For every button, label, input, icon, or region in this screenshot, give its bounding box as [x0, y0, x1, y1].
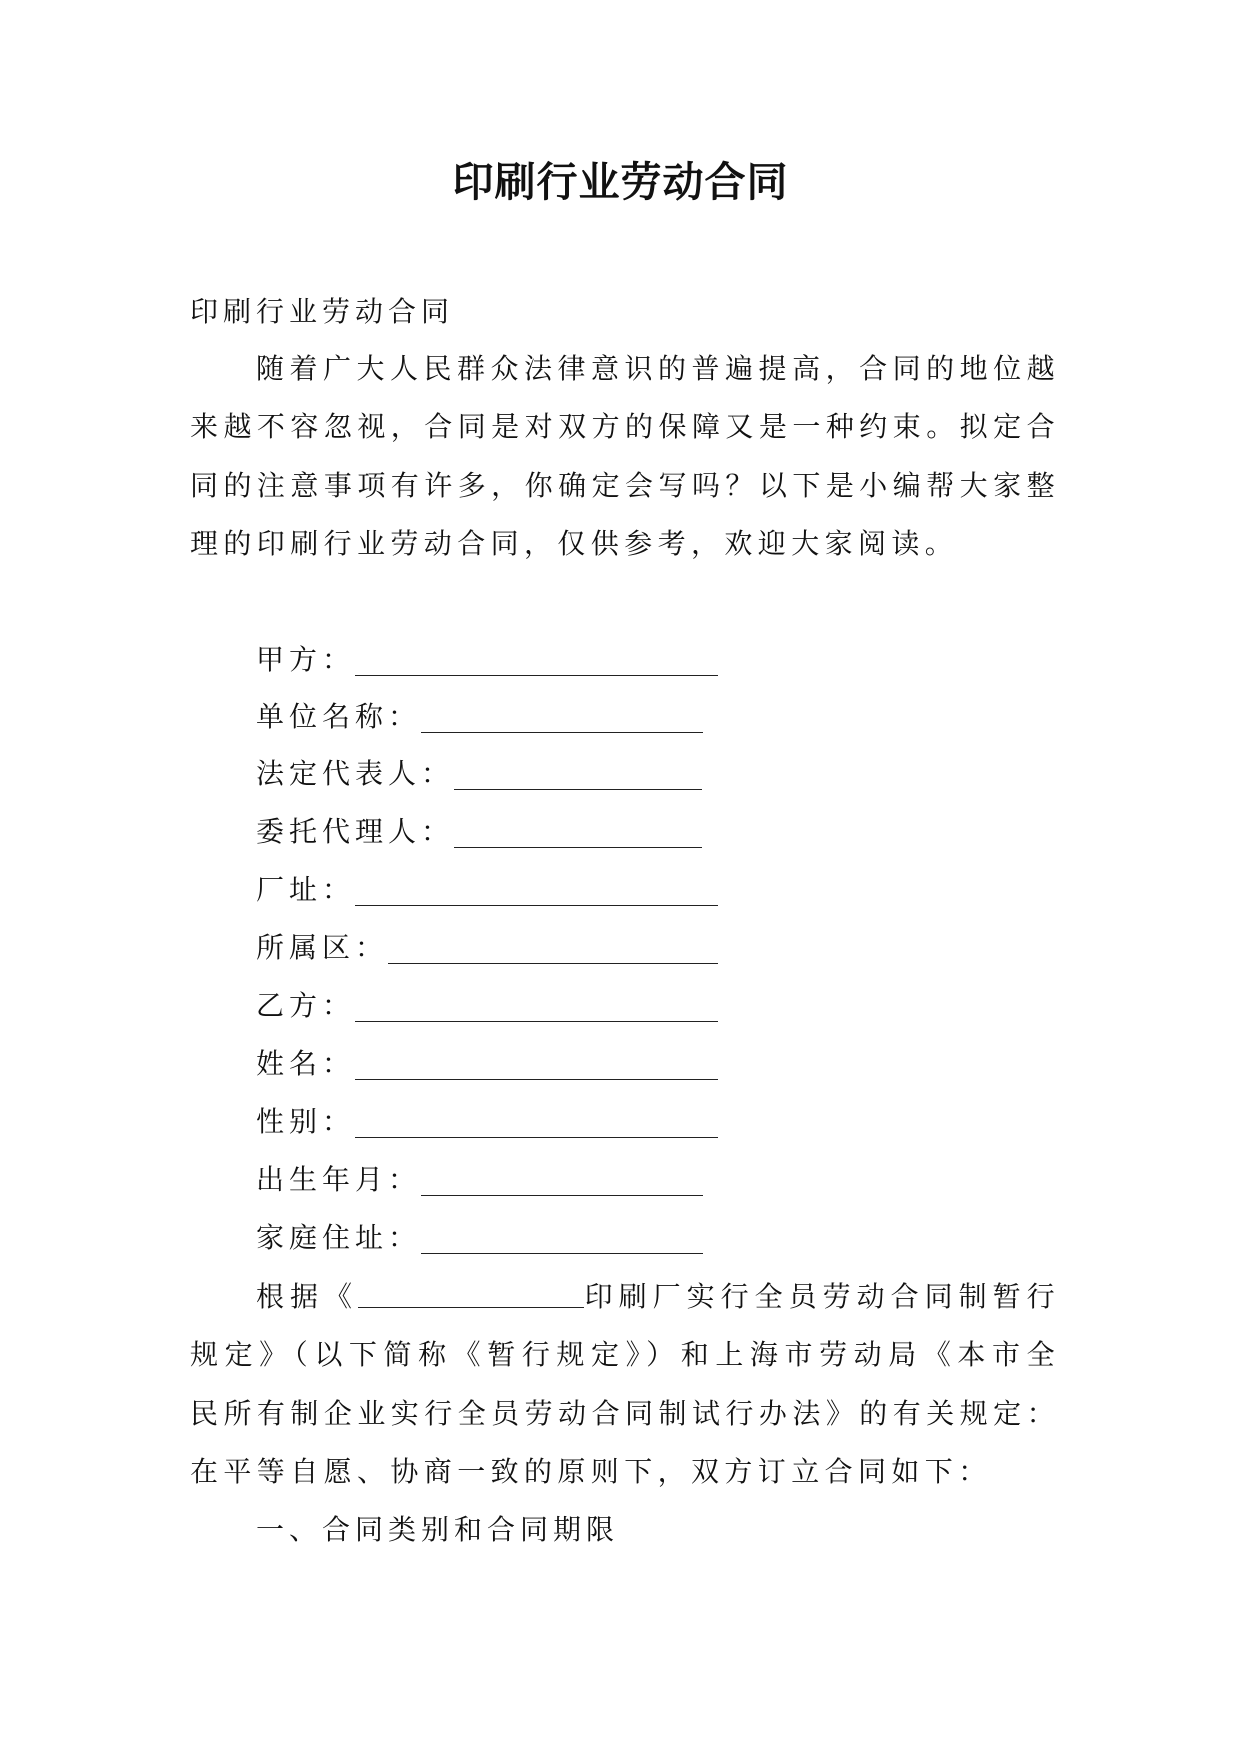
field-label: 法定代表人：: [256, 757, 455, 790]
fill-in-blank[interactable]: [358, 1279, 584, 1308]
document-title: 印刷行业劳动合同: [452, 158, 789, 206]
field-label: 姓名：: [256, 1047, 356, 1080]
intro-paragraph: 随着广大人民群众法律意识的普遍提高，合同的地位越来越不容忽视，合同是对双方的保障又是一种约束。拟定合同的注意事项有许多，你确定会写吗？以下是小编帮大家整理的印刷行业劳动合同，仅供参考，欢迎大家阅读。: [190, 352, 1060, 560]
field-label: 单位名称：: [256, 700, 422, 733]
field-label: 家庭住址：: [256, 1221, 422, 1254]
fill-in-blank[interactable]: [355, 875, 718, 906]
field-name: [256, 1042, 718, 1086]
basis-prefix: 根据《: [256, 1280, 358, 1313]
field-factory-address: [256, 868, 718, 912]
fill-in-blank[interactable]: [454, 817, 702, 848]
field-label: 甲方：: [256, 643, 356, 676]
fill-in-blank[interactable]: [421, 1165, 703, 1196]
field-label: 委托代理人：: [256, 815, 455, 848]
fill-in-blank[interactable]: [355, 991, 718, 1022]
basis-paragraph: [190, 1268, 1060, 1501]
field-company-name: [256, 695, 703, 739]
section-heading: 一、合同类别和合同期限: [256, 1513, 620, 1546]
field-label: 所属区：: [256, 931, 389, 964]
fill-in-blank[interactable]: [421, 1223, 703, 1254]
fill-in-blank[interactable]: [355, 1049, 718, 1080]
field-district: [256, 926, 718, 970]
field-legal-representative: [256, 752, 702, 796]
field-authorized-agent: [256, 810, 702, 854]
field-label: 性别：: [256, 1105, 356, 1138]
field-label: 出生年月：: [256, 1163, 422, 1196]
fill-in-blank[interactable]: [388, 933, 718, 964]
field-party-a: [256, 638, 718, 682]
fill-in-blank[interactable]: [355, 1107, 718, 1138]
field-label: 厂址：: [256, 873, 356, 906]
field-gender: [256, 1100, 718, 1144]
field-party-b: [256, 984, 718, 1028]
field-home-address: [256, 1216, 703, 1260]
fill-in-blank[interactable]: [421, 702, 703, 733]
field-label: 乙方：: [256, 989, 356, 1022]
document-subtitle: 印刷行业劳动合同: [190, 295, 455, 328]
fill-in-blank[interactable]: [355, 645, 718, 676]
field-birth-date: [256, 1158, 703, 1202]
fill-in-blank[interactable]: [454, 759, 702, 790]
basis-text: 印刷厂实行全员劳动合同制暂行规定》（以下简称《暂行规定》）和上海市劳动局《本市全民所有制企业实行全员劳动合同制试行办法》的有关规定：在平等自愿、协商一致的原则下，双方订立合同如下：: [190, 1280, 1060, 1488]
